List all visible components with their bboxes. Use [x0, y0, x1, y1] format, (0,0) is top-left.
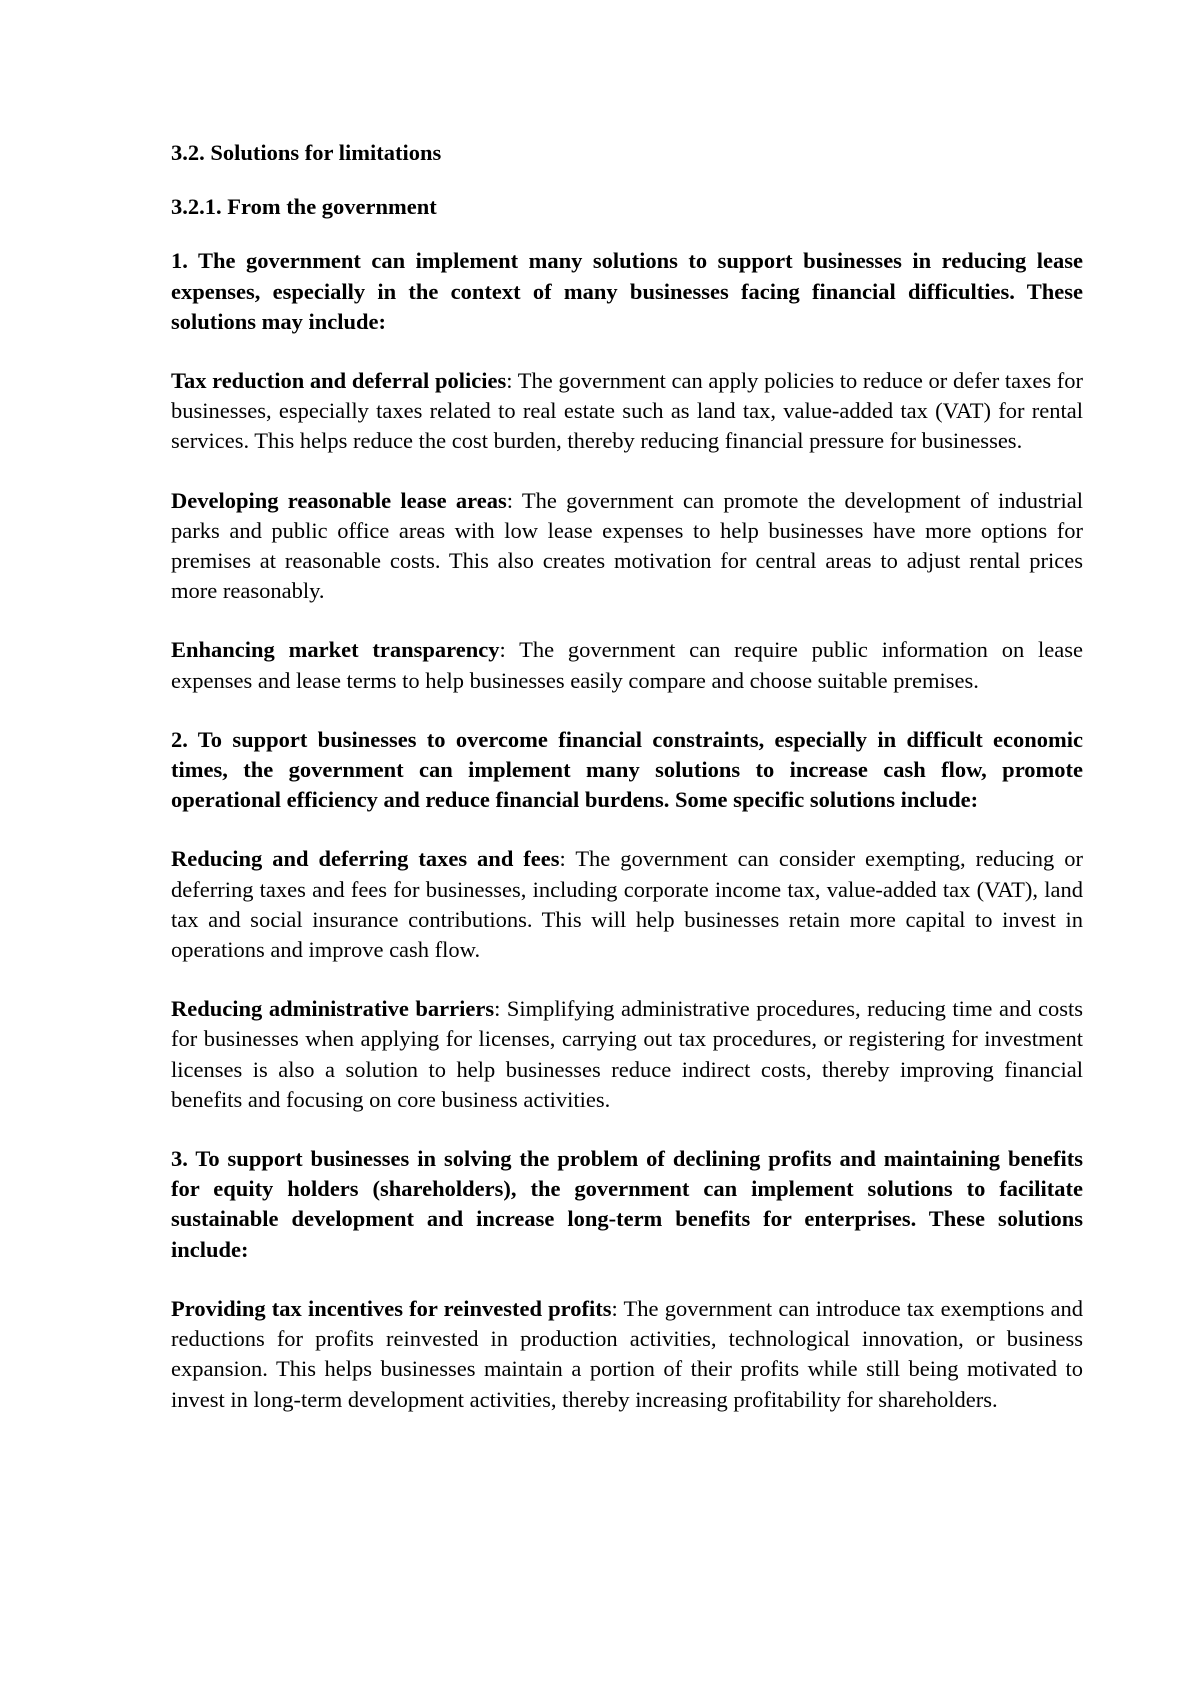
paragraph-term: Tax reduction and deferral policies — [171, 368, 507, 394]
paragraph-term: Developing reasonable lease areas — [171, 487, 507, 513]
paragraph-body: : The government can promote the development of industrial parks and public office areas with low lease expenses to help businesses have more options for premises at reasonable costs. This also creates motivation for central areas to adjust rental prices more reasonably. — [171, 487, 1083, 604]
subsection-title: 3.2.1. From the government — [171, 194, 437, 220]
paragraph-admin-barriers — [171, 994, 1083, 1115]
paragraph-body: : The government can require public information on lease expenses and lease terms to help businesses easily compare and choose suitable premises. — [171, 637, 1083, 693]
paragraph-term: Enhancing market transparency — [171, 637, 500, 663]
paragraph-term: Reducing and deferring taxes and fees — [171, 846, 560, 872]
paragraph-reinvested-profits — [171, 1294, 1083, 1415]
paragraph-lease-areas — [171, 486, 1083, 607]
paragraph-body: : The government can consider exempting, reducing or deferring taxes and fees for businesses, including corporate income tax, value-added tax (VAT), land tax and social insurance contributions. This will help businesses retain more capital to invest in operations and improve cash flow. — [171, 846, 1083, 963]
paragraph-term: Reducing administrative barriers — [171, 996, 495, 1022]
paragraph-body: : The government can apply policies to reduce or defer taxes for businesses, especially taxes related to real estate such as land tax, value-added tax (VAT) for rental services. This helps reduce the cost burden, thereby reducing financial pressure for businesses. — [171, 368, 1084, 454]
numbered-point-1: 1. The government can implement many solutions to support businesses in reducing lease expenses, especially in the context of many businesses facing financial difficulties. These solutions may include: — [171, 248, 1083, 334]
document-page — [171, 138, 1083, 1444]
paragraph-taxes-fees — [171, 844, 1083, 965]
paragraph-term: Providing tax incentives for reinvested profits — [171, 1295, 612, 1321]
paragraph-tax-reduction — [171, 366, 1083, 457]
paragraph-market-transparency — [171, 635, 1083, 695]
paragraph-body: : The government can introduce tax exemptions and reductions for profits reinvested in production activities, technological innovation, or business expansion. This helps businesses maintain a portion of their profits while still being motivated to invest in long-term development activities, thereby increasing profitability for shareholders. — [171, 1295, 1083, 1412]
section-title: 3.2. Solutions for limitations — [171, 140, 442, 165]
numbered-point-2: 2. To support businesses to overcome financial constraints, especially in difficult economic times, the government can implement many solutions to increase cash flow, promote operational efficiency and reduce financial burdens. Some specific solutions include: — [171, 726, 1083, 813]
paragraph-body: : Simplifying administrative procedures, reducing time and costs for businesses when applying for licenses, carrying out tax procedures, or registering for investment licenses is also a solution to help businesses reduce indirect costs, thereby improving financial benefits and focusing on core business activities. — [171, 996, 1084, 1112]
numbered-point-3: 3. To support businesses in solving the problem of declining profits and maintaining benefits for equity holders (shareholders), the government can implement solutions to facilitate sustainable development and increase long-term benefits for enterprises. These solutions include: — [171, 1146, 1083, 1262]
